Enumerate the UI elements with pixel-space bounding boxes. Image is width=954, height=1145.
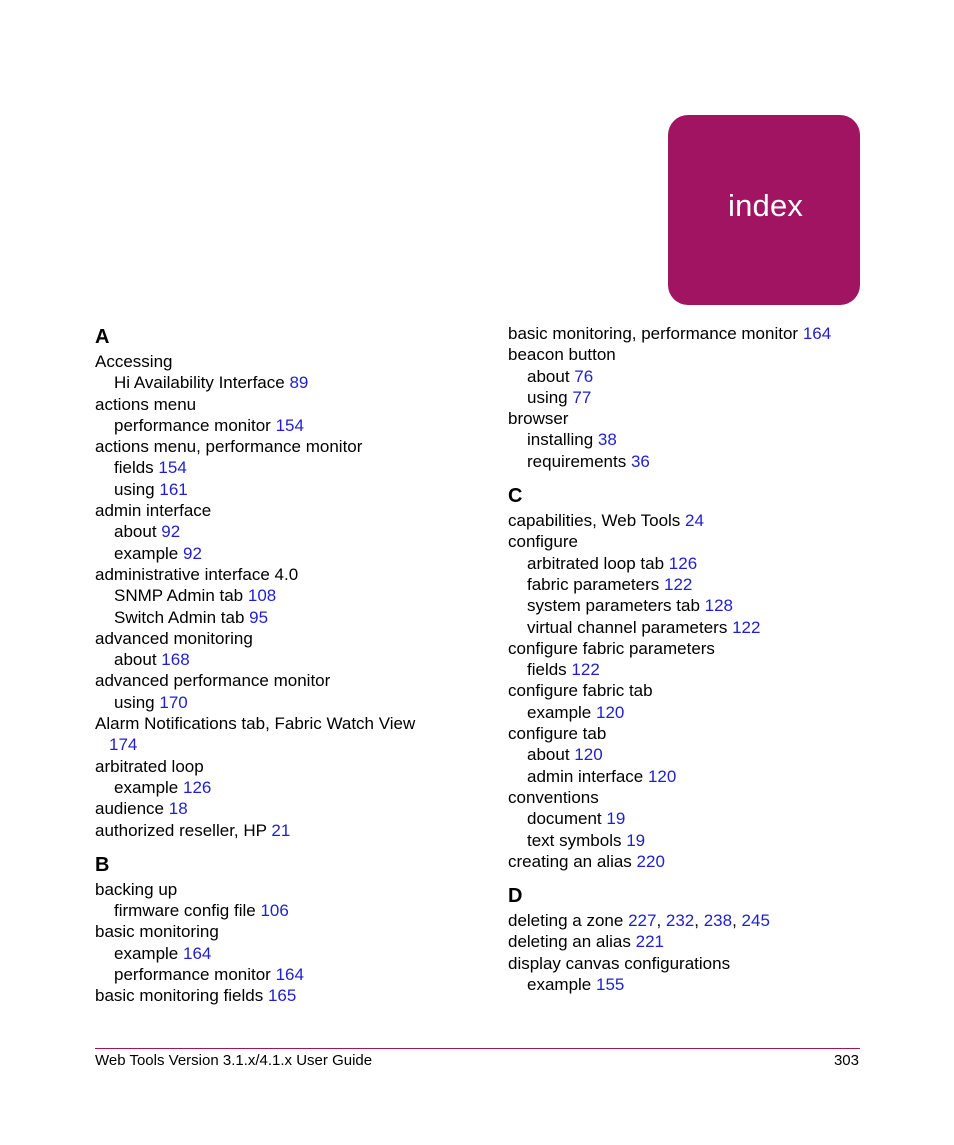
entry-term: Switch Admin tab [114,607,245,627]
index-subentry [508,595,888,616]
index-subentry [508,744,888,765]
entry-term: creating an alias [508,851,632,871]
index-entry [95,351,475,372]
page-link[interactable]: 227 [628,911,657,931]
index-subentry [95,521,475,542]
entry-term: authorized reseller, HP [95,820,267,840]
index-entry [508,344,888,365]
entry-term: advanced monitoring [95,628,253,648]
index-subentry [508,574,888,595]
index-subentry [95,479,475,500]
index-entry [508,638,888,659]
entry-term: arbitrated loop [95,756,204,776]
index-subentry [508,553,888,574]
entry-term: Accessing [95,352,173,371]
index-subentry [95,457,475,478]
index-entry [508,953,888,974]
page-link[interactable]: 154 [158,458,187,478]
entry-term: text symbols [527,830,622,850]
entry-term: deleting a zone [508,911,624,931]
index-entry [95,820,475,841]
page-link[interactable]: 154 [275,415,304,435]
page-link[interactable]: 77 [572,387,592,407]
index-entry [95,734,475,755]
index-subentry [95,585,475,606]
index-subentry [508,387,888,408]
entry-term: configure [508,532,578,552]
entry-term: Alarm Notifications tab, Fabric Watch View [95,714,416,734]
entry-term: about [114,522,157,542]
footer-divider [95,1048,860,1049]
index-entry [95,670,475,691]
page-link[interactable]: 165 [267,986,297,1006]
index-entry [508,408,888,429]
index-subentry [95,943,475,964]
section-gap [95,841,475,851]
page-link[interactable]: 120 [574,745,603,765]
page-link[interactable]: 122 [571,660,600,680]
page-link[interactable]: 120 [647,766,677,786]
index-subentry [508,617,888,638]
entry-term: firmware config file [114,901,256,921]
index-column-right [508,323,888,995]
page-link[interactable]: 36 [630,451,650,471]
entry-term: fabric parameters [527,574,660,594]
index-subentry [508,974,888,995]
index-subentry [95,415,475,436]
page-link[interactable]: 89 [289,373,309,393]
page-link[interactable]: 174 [109,735,138,755]
entry-term: display canvas configurations [508,953,731,973]
section-letter: B [95,853,110,876]
entry-term: basic monitoring [95,922,219,942]
footer-guide-title: Web Tools Version 3.1.x/4.1.x User Guide [95,1052,373,1069]
section-letter: D [508,885,523,908]
page-link[interactable]: 108 [247,586,277,606]
index-column-left [95,323,475,1007]
entry-term: SNMP Admin tab [114,586,244,606]
page-link[interactable]: 21 [271,820,291,840]
page-link[interactable]: 164 [802,324,832,343]
entry-term: admin interface [95,501,212,521]
page-link[interactable]: 168 [161,650,190,670]
index-subentry [508,451,888,472]
entry-term: basic monitoring, performance monitor [508,324,799,343]
entry-term: virtual channel parameters [527,617,728,637]
page-link[interactable]: 122 [664,574,693,594]
section-letter: A [95,326,110,348]
entry-term: deleting an alias [508,932,631,952]
index-entry [508,723,888,744]
index-subentry [95,964,475,985]
section-gap [508,872,888,882]
page-link[interactable]: 221 [635,932,664,952]
index-subentry [95,607,475,628]
entry-term: installing [527,430,594,450]
entry-term: configure fabric tab [508,681,653,701]
index-entry [508,787,888,808]
page-link[interactable]: 170 [159,692,188,712]
entry-term: conventions [508,787,599,807]
index-entry [95,564,475,585]
page-link[interactable]: 92 [161,522,181,542]
page-link[interactable]: 238 [703,911,733,931]
index-entry [508,531,888,552]
entry-term: example [114,943,179,963]
page-link[interactable]: 92 [183,543,202,563]
entry-term: about [527,745,570,765]
index-entry: deleting a zone 227, 232, 238, 245 [508,911,770,931]
index-entry [95,756,475,777]
section-gap [508,472,888,482]
entry-term: audience [95,799,165,819]
entry-term: about [114,650,157,670]
entry-term: basic monitoring fields [95,986,264,1006]
index-entry [508,323,888,344]
page-link[interactable]: 161 [159,479,188,499]
entry-term: performance monitor [114,415,271,435]
index-entry [95,394,475,415]
section-letter: C [508,485,523,508]
index-subentry [508,830,888,851]
page-link[interactable]: 245 [741,911,770,931]
entry-term: beacon button [508,345,616,365]
page-link[interactable]: 232 [665,911,695,931]
page-link[interactable]: 19 [626,830,646,850]
entry-term: using [527,387,568,407]
index-entry [95,436,475,457]
entry-term: requirements [527,451,627,471]
index-entry [95,879,475,900]
entry-term: using [114,692,155,712]
index-entry [508,680,888,701]
index-subentry [508,766,888,787]
index-entry [508,931,888,952]
page-link[interactable]: 106 [260,901,289,921]
entry-term: about [527,366,570,386]
entry-term: performance monitor [114,965,271,985]
entry-term: configure tab [508,724,607,744]
page-link[interactable]: 164 [183,943,212,963]
index-entry [95,500,475,521]
index-entry [95,713,475,734]
entry-term: example [114,777,179,797]
page-link[interactable]: 120 [596,702,625,722]
entry-term: Hi Availability Interface [114,373,285,393]
index-entry [95,921,475,942]
index-subentry [508,702,888,723]
entry-term: browser [508,409,569,429]
entry-term: example [527,975,592,995]
page-link[interactable]: 24 [685,511,704,531]
index-subentry [508,429,888,450]
page-link[interactable]: 19 [606,809,626,829]
page-link[interactable]: 128 [704,596,734,616]
page-link[interactable]: 220 [636,851,665,871]
entry-term: actions menu, performance monitor [95,437,363,457]
page-link[interactable]: 18 [168,799,188,819]
entry-term: system parameters tab [527,596,700,616]
index-subentry [95,543,475,564]
entry-term: admin interface [527,766,644,786]
index-entry [508,851,888,872]
entry-term: configure fabric parameters [508,638,715,658]
index-entry [508,510,888,531]
page-link[interactable]: 95 [249,607,269,627]
footer-page-number: 303 [833,1052,859,1069]
index-subentry [95,692,475,713]
index-subentry [508,659,888,680]
page-link[interactable]: 122 [732,617,761,637]
entry-term: backing up [95,879,178,899]
index-entry [95,985,475,1006]
page-link[interactable]: 164 [275,965,304,985]
page-link[interactable]: 126 [183,777,212,797]
index-subentry [95,900,475,921]
entry-term: using [114,479,155,499]
page-link[interactable]: 38 [597,430,617,450]
entry-term: actions menu [95,394,197,414]
page-link[interactable]: 155 [596,975,625,995]
index-subentry [95,777,475,798]
entry-term: example [114,543,179,563]
entry-term: administrative interface 4.0 [95,564,299,584]
index-entry [95,798,475,819]
page-link[interactable]: 126 [668,553,698,573]
entry-term: fields [114,458,154,478]
entry-term: fields [527,660,567,680]
page-title: index [728,188,804,223]
index-subentry [508,808,888,829]
index-entry [95,628,475,649]
page-link[interactable]: 76 [574,366,594,386]
entry-term: capabilities, Web Tools [508,511,681,531]
entry-term: advanced performance monitor [95,671,331,691]
index-subentry [508,366,888,387]
index-subentry [95,372,475,393]
entry-term: example [527,702,592,722]
entry-term: document [527,809,602,829]
index-subentry [95,649,475,670]
entry-term: arbitrated loop tab [527,553,665,573]
